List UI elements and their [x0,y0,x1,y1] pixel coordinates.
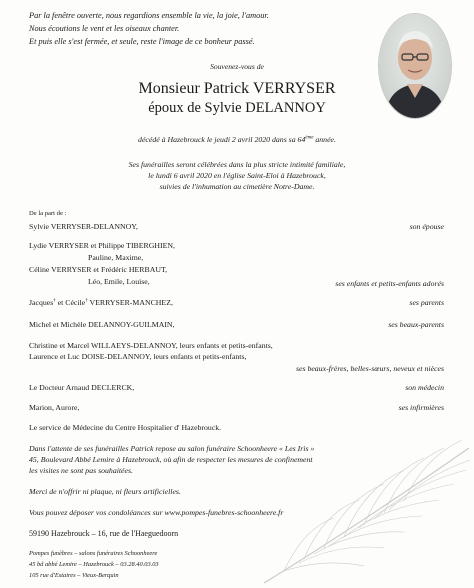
family-parents [29,298,173,307]
family-nurses: Marion, Aurore, [29,403,80,412]
relation-nurses: ses infirmières [398,403,444,412]
mother-name: et Cécile [55,298,86,307]
poem-line-3: Et puis elle s'est fermée, et seule, reste l'image de ce bonheur passé. [29,37,255,46]
deceased-mark: † [53,298,56,304]
rest-line-1: Dans l'attente de ses funérailles Patrick repose au salon funéraire Schoonheere « Les Iris » [29,444,315,453]
relation-parents: ses parents [409,298,444,307]
relation-children: ses enfants et petits-enfants adorés [335,279,444,288]
spouse-line: époux de Sylvie DELANNOY [148,100,326,116]
parents-surname: VERRYSER-MANCHEZ, [87,298,173,307]
family-celine: Céline VERRYSER et Frédéric HERBAUT, [29,265,168,274]
relation-in-laws: ses beaux-parents [388,320,444,329]
footer-line-1: Pompes funèbres – salons funéraires Schoonheere [29,550,158,557]
deceased-mark: † [85,298,88,304]
poem-line-1: Par la fenêtre ouverte, nous regardions ensemble la vie, la joie, l'amour. [29,11,269,20]
rest-line-2: 45, Boulevard Abbé Lemire à Hazebrouck, où afin de respecter les mesures de confinement [29,455,313,464]
family-hospital: Le service de Médecine du Centre Hospitalier d' Hazebrouck. [29,423,222,432]
footer-line-2: 45 bd abbé Lemire – Hazebrouck – 03.28.40.03.03 [29,561,159,568]
father-name: Jacques [29,298,54,307]
poem-line-2: Nous écoutions le vent et les oiseaux chanter. [29,24,180,33]
family-lydie: Lydie VERRYSER et Philippe TIBERGHIEN, [29,241,175,250]
deceased-name: Monsieur Patrick VERRYSER [138,80,336,97]
death-text: décédé à Hazebrouck le jeudi 2 avril 2020 dans sa 64 [138,135,306,144]
family-christine: Christine et Marcel WILLAEYS-DELANNOY, leurs enfants et petits-enfants, [29,341,273,350]
funeral-line-2: le lundi 6 avril 2020 en l'église Saint-Eloi à Hazebrouck, [148,171,326,180]
feather-decoration [244,408,474,588]
death-ordinal: ème [305,135,314,141]
relation-spouse: son épouse [409,222,444,231]
family-leo: Léo, Emile, Louise, [88,277,150,286]
family-pauline: Pauline, Maxime, [88,253,144,262]
flowers-note: Merci de n'offrir ni plaque, ni fleurs artificielles. [29,487,181,496]
de-la-part-label: De la part de : [29,210,67,217]
condolences-note: Vous pouvez déposer vos condoléances sur www.pompes-funebres-schoonheere.fr [29,508,284,517]
death-line [0,135,474,144]
family-michel: Michel et Michèle DELANNOY-GUILMAIN, [29,320,175,329]
address-line: 59190 Hazebrouck – 16, rue de l'Haeguedoorn [29,529,179,538]
relation-siblings-in-law: ses beaux-frères, belles-sœurs, neveux et nièces [295,364,444,373]
rest-line-3: les visites ne sont pas souhaitées. [29,466,133,475]
footer-line-3: 105 rue d'Estaires – Vieux-Berquin [29,572,119,579]
intro-text: Souvenez-vous de [210,62,264,71]
family-doctor: Le Docteur Arnaud DECLERCK, [29,383,135,392]
family-sylvie: Sylvie VERRYSER-DELANNOY, [29,222,138,231]
family-laurence: Laurence et Luc DOISE-DELANNOY, leurs enfants et petits-enfants, [29,352,247,361]
funeral-line-1: Ses funérailles seront célébrées dans la plus stricte intimité familiale, [128,160,346,169]
relation-doctor: son médecin [405,383,444,392]
funeral-line-3: suivies de l'inhumation au cimetière Notre-Dame. [159,182,315,191]
death-text-end: année. [313,135,336,144]
